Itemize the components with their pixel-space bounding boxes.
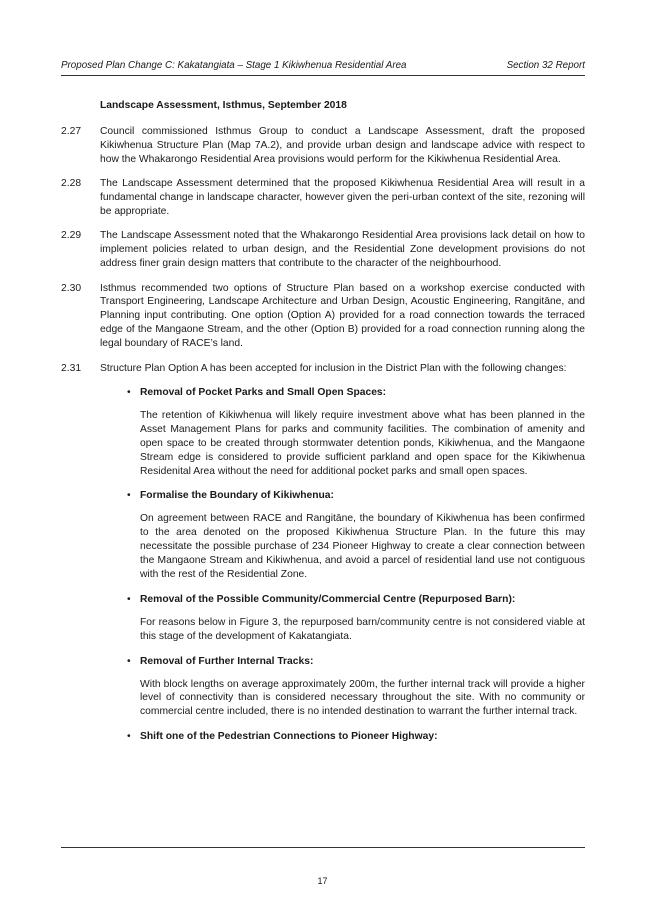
page-header [61,60,585,76]
bullet-title: Shift one of the Pedestrian Connections to Pioneer Highway: [140,731,438,743]
bullet-text: On agreement between RACE and Rangitāne, the boundary of Kikiwhenua has been confirmed to the area denoted on the proposed Kikiwhenua Structure Plan. In the future this may necessitate the possible purchase of 234 Pioneer Highway to create a clear connection between the Mangaone Stream and Kikiwhenua, and avoid a parcel of residential land use not contiguous with the rest of the Residential Zone. [140,513,585,580]
bullet-heading [61,489,585,503]
paragraph-number: 2.31 [61,362,82,374]
paragraph-number: 2.29 [61,230,82,242]
bullet-text: For reasons below in Figure 3, the repurposed barn/community centre is not considered viable at this stage of the development of Kakatangiata. [140,616,585,642]
footer-rule [61,847,585,848]
paragraph-number: 2.30 [61,282,82,294]
bullet-heading [61,730,585,744]
bullet-icon: • [127,387,131,398]
bullet-heading [61,655,585,669]
header-document-title: Proposed Plan Change C: Kakatangiata – Stage 1 Kikiwhenua Residential Area [61,60,407,71]
bullet-icon: • [127,490,131,502]
bullet-title: Removal of Pocket Parks and Small Open Spaces: [140,387,387,398]
page-body [61,99,585,753]
section-heading: Landscape Assessment, Isthmus, September 2018 [100,100,347,111]
bullet-icon: • [127,731,131,743]
paragraph-text: Structure Plan Option A has been accepted for inclusion in the District Plan with the following changes: [100,362,567,374]
bullet-title: Formalise the Boundary of Kikiwhenua: [140,490,334,502]
paragraph-text: The Landscape Assessment determined that the proposed Kikiwhenua Residential Area will result in a fundamental change in landscape character, however given the peri-urban context of the site, rezoning will be appropriate. [100,178,585,217]
bullet-text: With block lengths on average approximately 200m, the further internal track will provide a higher level of connectivity than is considered necessary throughout the site. With no community or commercial centre included, there is no intended destination to warrant the further internal track. [140,678,585,718]
paragraph [61,125,585,167]
paragraph-text: Council commissioned Isthmus Group to conduct a Landscape Assessment, draft the proposed Kikiwhenua Structure Plan (Map 7A.2), and provide urban design and landscape advice with respect to how the Whakarongo Residential Area provisions would perform for the Kikiwhenua Residential Area. [100,125,585,165]
bullet-heading [61,593,585,607]
paragraph [61,177,585,219]
paragraph [61,282,585,352]
paragraph [61,229,585,271]
paragraph-text: The Landscape Assessment noted that the Whakarongo Residential Area provisions lack detail on how to implement policies related to urban design, and the Residential Zone development provisions do not address finer grain design matters that contribute to the character of the neighbourhood. [100,230,585,270]
bullet-text: The retention of Kikiwhenua will likely require investment above what has been planned in the Asset Management Plans for parks and community facilities. The combination of amenity and open space to be created through stormwater detention ponds, Kikiwhenua, and the Mangaone Stream edge is considered to provide sufficient parkland and open space for the Kikiwhenua Residenital Area without the need for additional pocket parks and small open spaces. [140,409,585,477]
paragraph-text: Isthmus recommended two options of Structure Plan based on a workshop exercise conducted with Transport Engineering, Landscape Architecture and Urban Design, Acoustic Engineering, Rangitāne, and Planning input contributing. One option (Option A) provided for a road connection towards the terraced edge of the Mangaone Stream, and the other (Option B) provided for a road connection running along the legal boundary of RACE’s land. [100,282,585,350]
paragraph [61,362,585,376]
header-section-title: Section 32 Report [506,60,585,71]
bullet-icon: • [127,593,131,605]
bullet-title: Removal of the Possible Community/Commercial Centre (Repurposed Barn): [140,593,516,605]
header-rule [61,75,585,76]
bullet-title: Removal of Further Internal Tracks: [140,655,314,667]
bullet-icon: • [127,655,131,667]
paragraph-number: 2.27 [61,125,82,137]
bullet-heading [61,386,585,400]
paragraph-number: 2.28 [61,178,82,190]
page-number: 17 [317,876,328,886]
